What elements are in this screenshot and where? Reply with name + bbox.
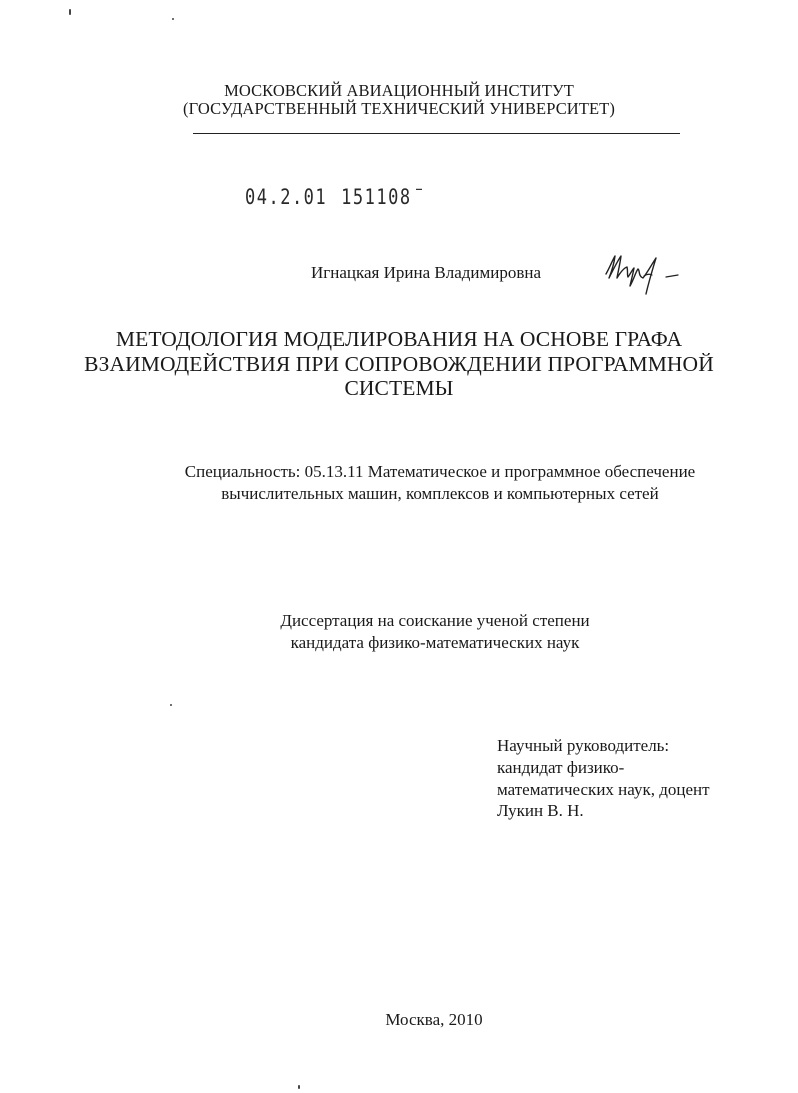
city-year: Москва, 2010 <box>385 1010 483 1029</box>
stamp-number: 151108 <box>341 185 412 210</box>
header-divider <box>193 133 680 134</box>
degree-line: Диссертация на соискание ученой степени <box>280 611 590 630</box>
supervisor-degree: кандидат физико- <box>497 758 625 777</box>
scan-speck <box>170 704 172 706</box>
scan-speck <box>172 18 174 20</box>
signature <box>600 248 690 298</box>
stamp-mark <box>416 189 422 190</box>
institution-subtitle: (ГОСУДАРСТВЕННЫЙ ТЕХНИЧЕСКИЙ УНИВЕРСИТЕТ) <box>183 99 615 118</box>
title-line: СИСТЕМЫ <box>344 376 454 400</box>
author-name: Игнацкая Ирина Владимировна <box>311 263 542 282</box>
supervisor-heading: Научный руководитель: <box>497 736 670 755</box>
stamp-code: 04.2.01 <box>245 185 328 210</box>
specialty-line: Специальность: 05.13.11 Математическое и программное обеспечение <box>184 462 696 481</box>
scan-speck <box>298 1085 300 1089</box>
scan-speck <box>69 9 71 15</box>
institution-name: МОСКОВСКИЙ АВИАЦИОННЫЙ ИНСТИТУТ <box>224 81 574 100</box>
registration-stamp <box>245 185 422 210</box>
degree-line: кандидата физико-математических наук <box>290 633 580 652</box>
title-line: ВЗАИМОДЕЙСТВИЯ ПРИ СОПРОВОЖДЕНИИ ПРОГРАММНОЙ <box>84 352 714 376</box>
specialty-line: вычислительных машин, комплексов и компьютерных сетей <box>221 484 659 503</box>
title-line: МЕТОДОЛОГИЯ МОДЕЛИРОВАНИЯ НА ОСНОВЕ ГРАФА <box>115 327 683 351</box>
supervisor-name: Лукин В. Н. <box>497 801 584 820</box>
supervisor-title: математических наук, доцент <box>497 780 710 799</box>
